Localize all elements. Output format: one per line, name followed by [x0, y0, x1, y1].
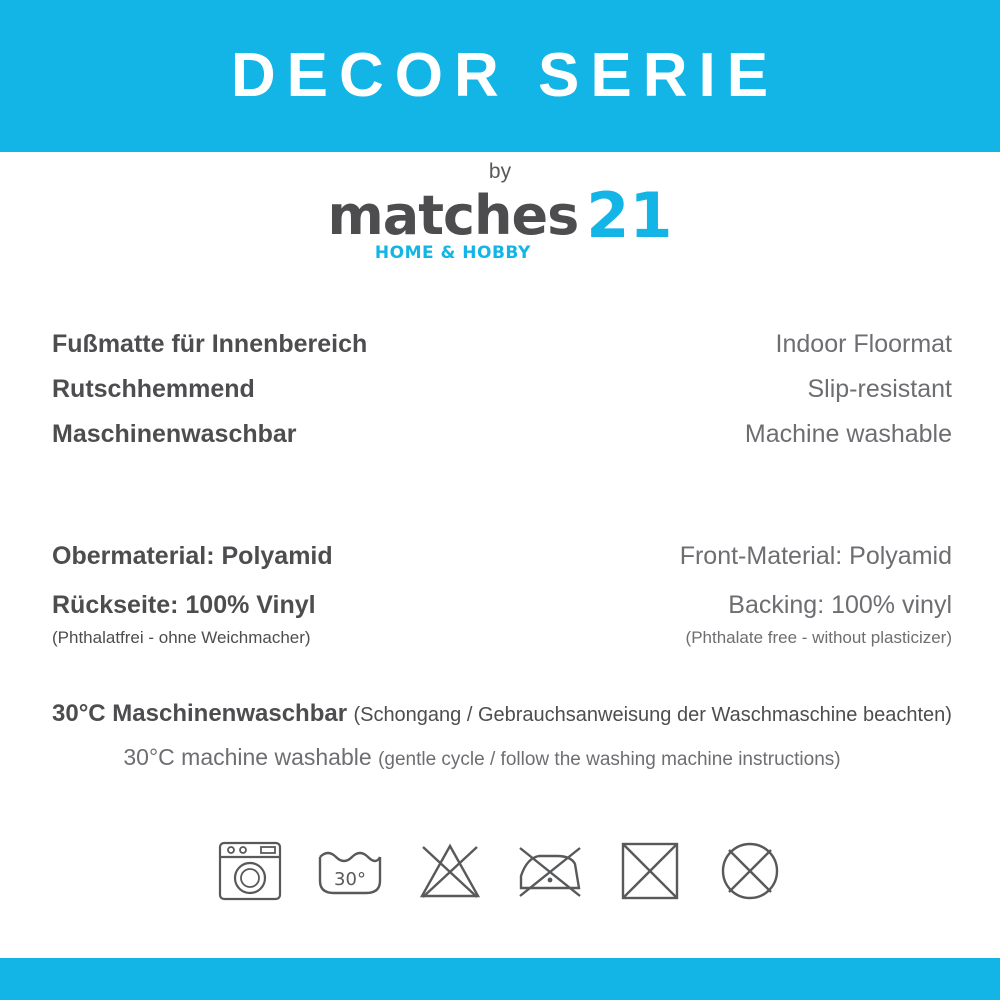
material-backing-de: Rückseite: 100% Vinyl — [52, 591, 316, 619]
spec-row — [52, 375, 952, 404]
do-not-iron-icon — [511, 832, 589, 910]
brand-by-label: by — [488, 160, 512, 183]
material-front-en: Front-Material: Polyamid — [679, 542, 952, 570]
material-row-backing — [52, 591, 952, 620]
spec-label-de: Fußmatte für Innenbereich — [52, 330, 368, 358]
do-not-tumble-dry-icon — [711, 832, 789, 910]
wash-instruction-en — [52, 744, 952, 771]
wash-en-paren: (gentle cycle / follow the washing machine instructions) — [378, 749, 841, 770]
spec-label-de: Maschinenwaschbar — [52, 420, 297, 448]
brand-wordmark — [327, 184, 579, 264]
material-note-de: (Phthalatfrei - ohne Weichmacher) — [52, 628, 311, 647]
material-row-front — [52, 542, 952, 571]
wash-de-main: 30°C Maschinenwaschbar — [52, 700, 348, 727]
brand-number: 21 — [586, 179, 673, 252]
brand-name: matches — [327, 184, 579, 247]
do-not-bleach-icon — [411, 832, 489, 910]
spec-row — [52, 420, 952, 449]
spec-label-de: Rutschhemmend — [52, 375, 255, 403]
do-not-dry-clean-icon — [611, 832, 689, 910]
brand-block — [0, 160, 1000, 263]
spec-label-en: Slip-resistant — [807, 375, 952, 403]
spec-list — [52, 330, 952, 465]
wash-en-main: 30°C machine washable — [123, 744, 372, 770]
spec-row — [52, 330, 952, 359]
footer-bar — [0, 958, 1000, 1000]
material-list — [52, 542, 952, 648]
spec-label-en: Indoor Floormat — [775, 330, 952, 358]
wash-instruction-de — [52, 700, 952, 728]
wash-de-paren: (Schongang / Gebrauchsanweisung der Waschmaschine beachten) — [353, 704, 952, 726]
brand-logo — [0, 179, 1000, 264]
washing-machine-icon — [211, 832, 289, 910]
material-front-de: Obermaterial: Polyamid — [52, 542, 333, 570]
brand-tagline: HOME & HOBBY — [374, 243, 531, 264]
material-note-en: (Phthalate free - without plasticizer) — [685, 628, 952, 647]
header-banner — [0, 0, 1000, 152]
wash-instructions — [52, 700, 952, 771]
material-backing-en: Backing: 100% vinyl — [728, 591, 952, 619]
material-note-row — [52, 628, 952, 648]
svg-text:30°: 30° — [334, 869, 366, 890]
spec-label-en: Machine washable — [744, 420, 952, 448]
banner-title: DECOR SERIE — [230, 41, 780, 110]
care-symbol-row — [0, 832, 1000, 910]
wash-30-tub-icon — [311, 832, 389, 910]
